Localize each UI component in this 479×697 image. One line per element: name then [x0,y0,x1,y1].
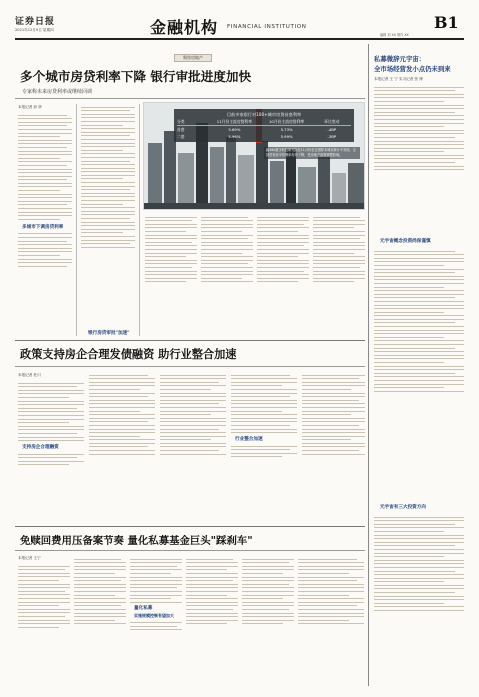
right-col-block-2 [374,248,464,498]
right-headline-1: 私募微辞元宇宙： [374,55,426,63]
lead-col-5 [257,214,309,334]
right-subhead-2: 元宇宙有三大投资方向 [380,505,426,510]
rate-col-category: 分类 [177,119,185,124]
article2-subhead-2: 行业整合加速 [235,437,263,443]
article3-col-1 [18,563,70,685]
article2-headline: 政策支持房企合理发债融资 助行业整合加速 [20,348,237,361]
rate-table-note: 融360数字科技研究院在11月份至全国样本城市统计中发现，全国首套房平均利率有所下降，受房地产政策调整影响。 [264,147,360,159]
rate-col-oct: 10月份主流房贷利率 [268,119,305,124]
lead-rule [15,98,365,99]
rate-cell: 二套 [177,134,185,139]
lead-subhead-2: 银行房贷审批"加速" [88,331,130,336]
article3-col-5 [242,556,294,686]
article2-col-3 [160,372,226,522]
article3-subhead-1: 量化私募 [134,606,153,612]
lead-col-1 [18,112,72,336]
lead-col-2 [81,104,135,334]
rate-cell: -4BP [327,127,337,132]
article2-top-rule [15,340,365,341]
rate-col-change: 环比变动 [324,119,340,124]
rate-cell: 5.99% [280,134,293,139]
right-col-block-3 [374,514,464,684]
article2-col-4 [231,372,297,522]
article3-col-6 [298,556,364,686]
article2-col-5 [302,372,365,522]
rate-cell: -3BP [327,134,337,139]
rate-cell: 5.69% [228,127,241,132]
right-headline-2: 全市场经营发小点仍未到来 [374,65,451,73]
lead-tag: 聚焦房地产 [174,54,212,62]
rate-cell: 首套 [177,127,185,132]
rate-table-title: 目前多家银行对100+城市房贷首套利率 [226,112,302,117]
rate-table-header [177,118,351,126]
paper-name: 证券日报 [15,17,56,27]
lead-col-3 [145,214,197,334]
right-col-block-1 [374,84,464,234]
rate-col-nov: 11月份主流房贷利率 [216,119,253,124]
lead-col-6 [313,214,365,334]
article3-top-rule [15,526,365,527]
lead-col-4 [201,214,253,334]
col-divider [76,104,77,336]
article3-col-3 [130,556,182,686]
lead-byline: 本报记者 彭 妍 [18,105,42,109]
date-line: 2021年12月9日 星期四 [15,28,54,32]
article3-byline: 本报记者 王宁 [18,556,41,560]
masthead-rule [15,38,464,40]
article2-rule [15,366,365,367]
right-col-divider [368,44,369,686]
article3-col-2 [74,556,126,686]
lead-subheadline: 专家称未来房贷利率或继续回调 [22,89,93,95]
rate-table-row [177,126,351,133]
lead-headline: 多个城市房贷利率下降 银行审批进度加快 [20,69,252,84]
right-subhead-1: 元宇宙概念投资尚保谨慎 [380,239,431,244]
article2-col-1 [18,380,84,520]
rate-cell: 5.73% [280,127,293,132]
article3-rule [15,550,365,551]
article2-col-2 [89,372,155,522]
section-title-en: FINANCIAL INSTITUTION [227,24,307,30]
lead-subhead-1: 多城市下调房贷利率 [22,224,64,230]
page-number: B1 [434,13,459,32]
article3-subhead-2: 实施规模控制有望加大 [134,613,174,619]
article2-byline: 本报记者 杜川 [18,373,41,377]
article3-headline: 免赎回费用压备案节奏 量化私募基金巨头"踩刹车" [20,535,253,547]
editor-line: 编辑 刘 XX 制作 XX [380,33,409,37]
article3-col-4 [186,556,238,686]
rate-cell: 5.96% [228,134,241,139]
section-title: 金融机构 [150,18,219,37]
rate-graphic [143,102,365,210]
right-byline: 本报记者 王 宁 实习记者 张 博 [374,77,423,81]
article2-subhead-1: 支持房企合理融资 [22,445,59,451]
rate-table [174,109,354,142]
rate-table-row [177,133,351,140]
col-divider [139,104,140,336]
